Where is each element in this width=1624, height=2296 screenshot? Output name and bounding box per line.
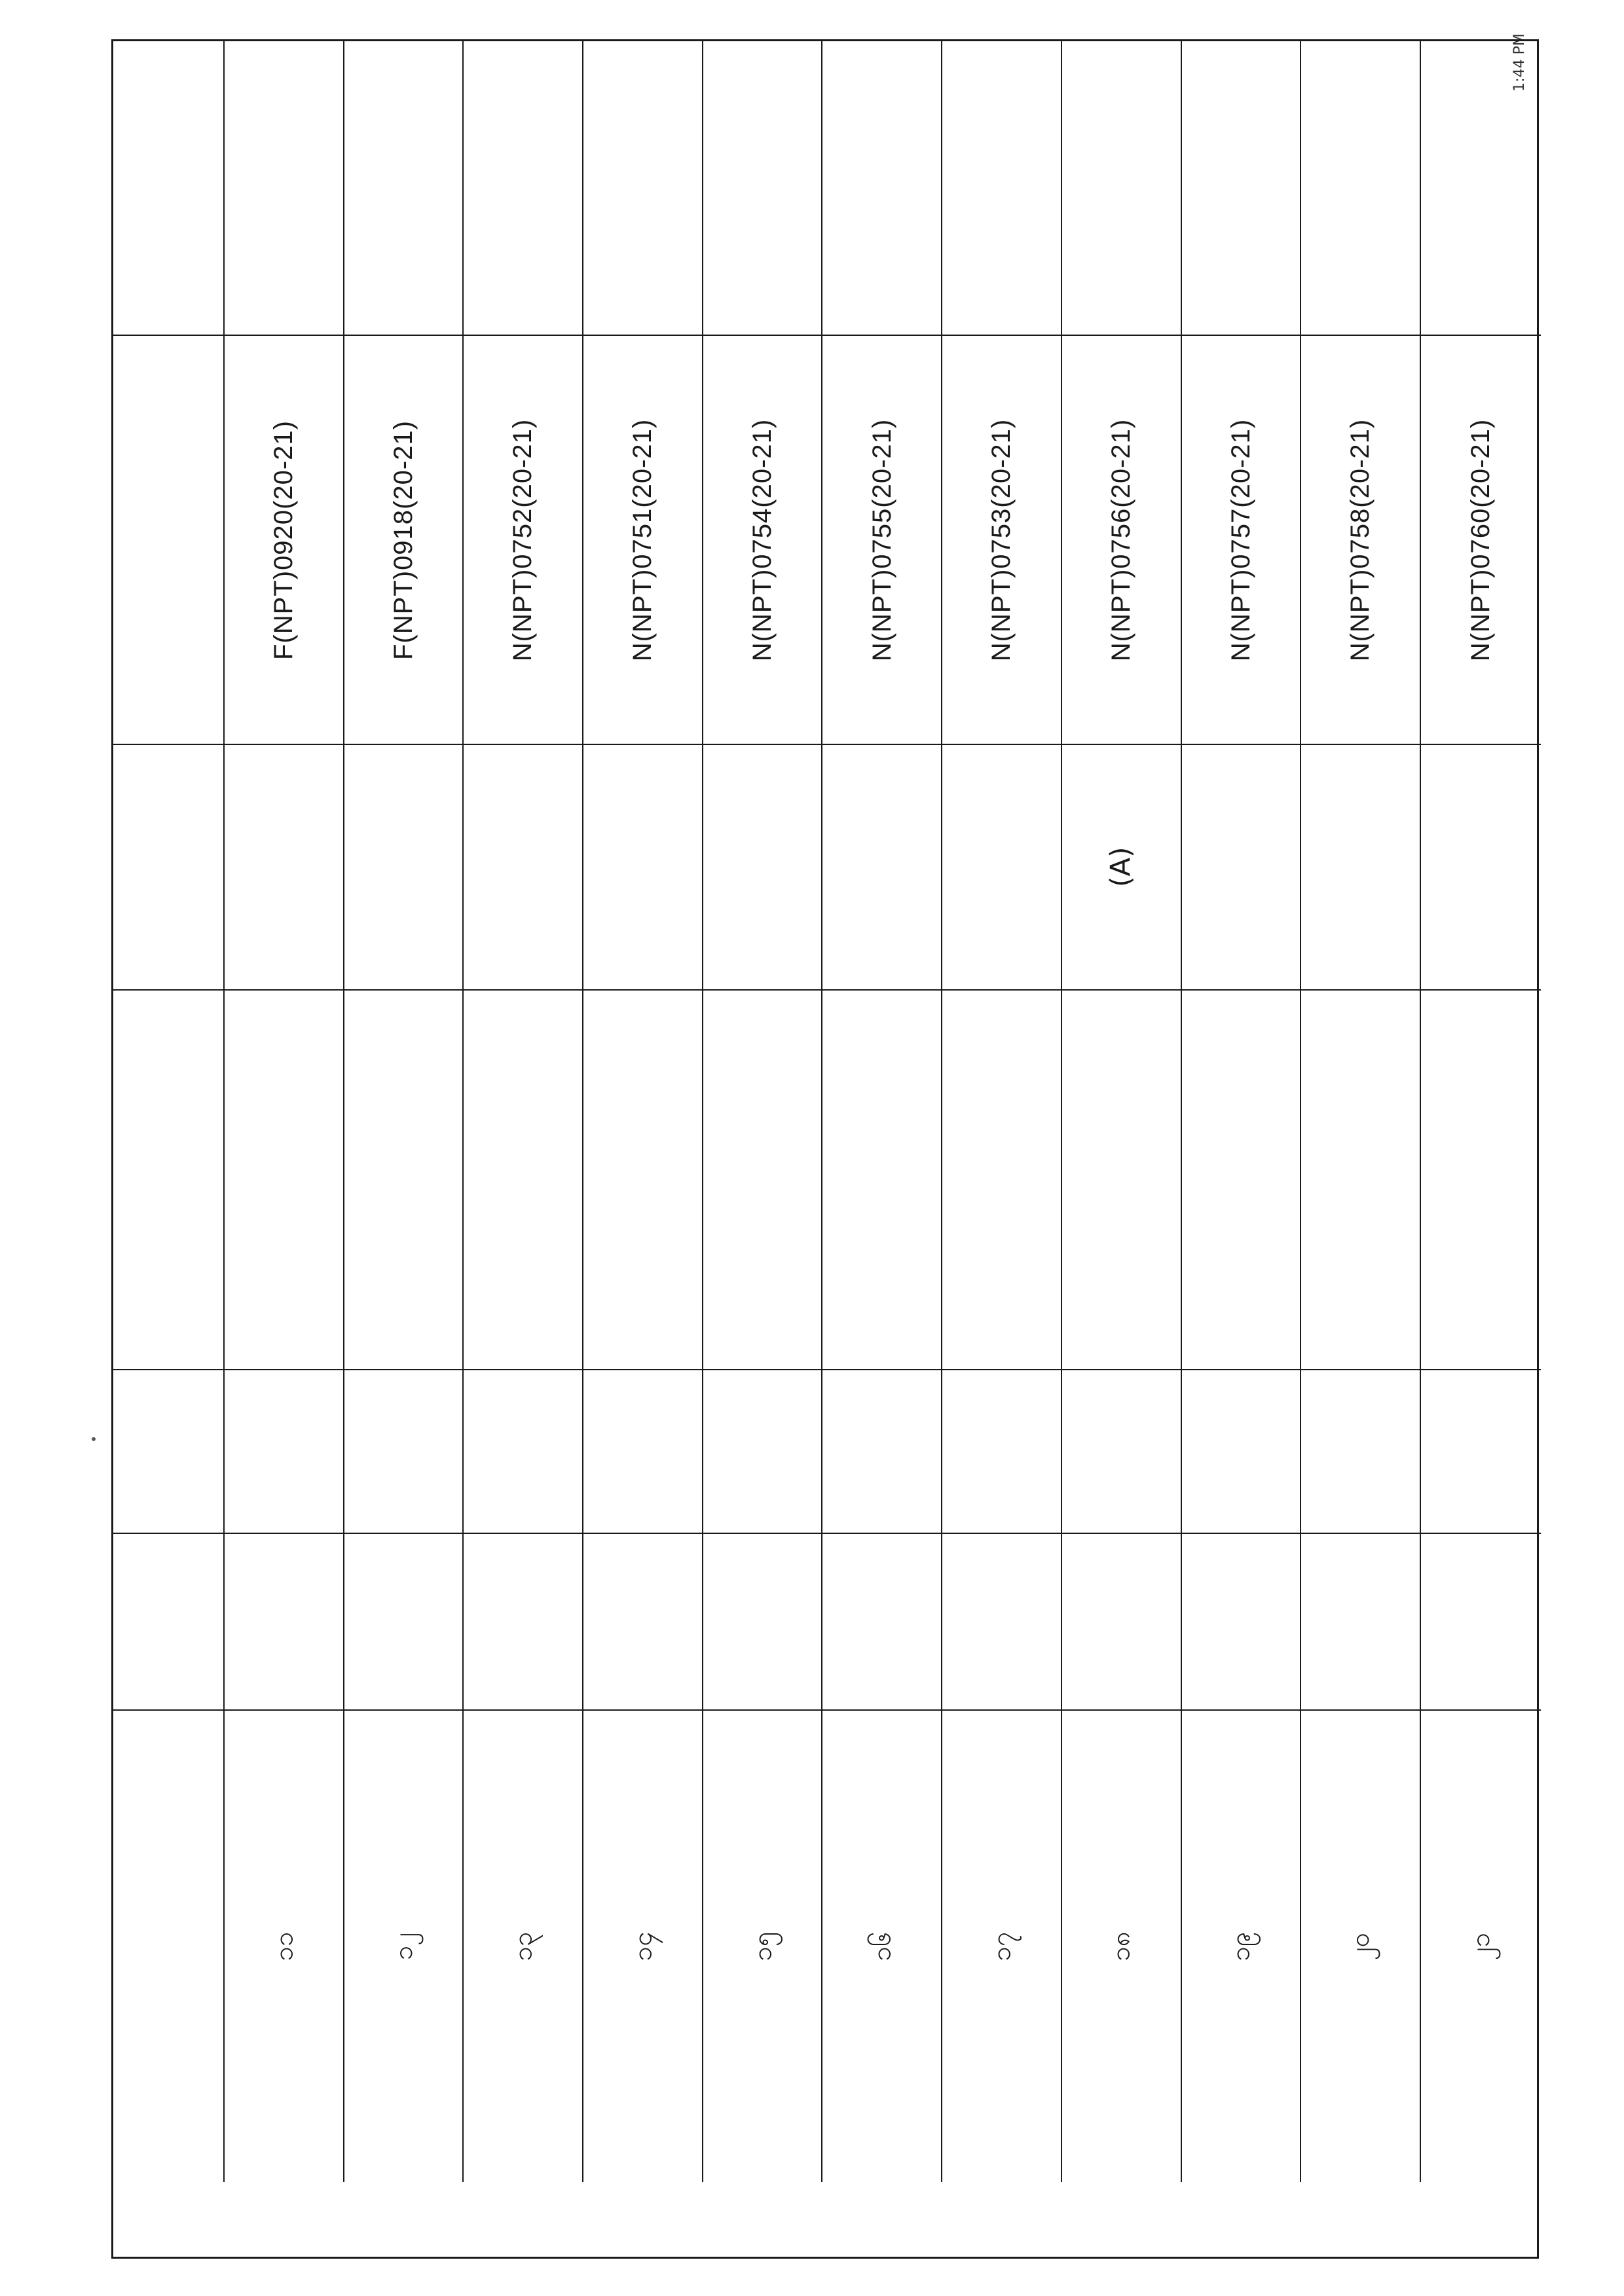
scan-timestamp-text: 1:44 PM xyxy=(1511,33,1528,92)
header-name xyxy=(113,1534,225,1711)
cell-text: N(NPT)0757(20-21) xyxy=(1226,418,1255,661)
cell-text: ၁၈ xyxy=(1106,1931,1137,1961)
cell-text: N(NPT)0751(20-21) xyxy=(628,418,657,661)
cell-license-type xyxy=(464,745,583,991)
cell-license-no xyxy=(703,336,823,745)
cell-name xyxy=(822,1534,942,1711)
cell-license-type xyxy=(583,745,703,991)
cell-remarks xyxy=(583,41,703,336)
header-remarks xyxy=(113,41,225,336)
cell-text: N(NPT)0755(20-21) xyxy=(867,418,896,661)
cell-license-no xyxy=(344,336,464,745)
cell-location xyxy=(822,991,942,1370)
cell-text: (A) xyxy=(1104,847,1137,888)
cell-name xyxy=(583,1534,703,1711)
cell-ward xyxy=(703,1370,823,1534)
cell-remarks xyxy=(1182,41,1302,336)
cell-text: ၂၀ xyxy=(1345,1932,1376,1961)
cell-license-type xyxy=(1301,745,1421,991)
cell-text: ၁၉ xyxy=(1225,1931,1256,1961)
cell-text: N(NPT)0756(20-21) xyxy=(1107,418,1136,661)
cell-name xyxy=(942,1534,1062,1711)
cell-text: ၁၂ xyxy=(388,1932,419,1961)
cell-number xyxy=(1062,1711,1182,2182)
cell-name xyxy=(344,1534,464,1711)
cell-number xyxy=(344,1711,464,2182)
cell-license-type xyxy=(822,745,942,991)
cell-name xyxy=(1421,1534,1541,1711)
cell-number xyxy=(583,1711,703,2182)
cell-ward xyxy=(1301,1370,1421,1534)
cell-remarks xyxy=(1301,41,1421,336)
cell-text: ၁၁ xyxy=(268,1931,299,1961)
cell-license-no xyxy=(583,336,703,745)
header-number xyxy=(113,1711,225,2182)
cell-remarks xyxy=(1421,41,1541,336)
cell-text: N(NPT)0758(20-21) xyxy=(1346,418,1375,661)
cell-number xyxy=(225,1711,344,2182)
cell-text: ၁၅ xyxy=(747,1931,778,1961)
cell-text: F(NPT)0918(20-21) xyxy=(389,420,418,660)
cell-license-type xyxy=(1421,745,1541,991)
cell-number xyxy=(703,1711,823,2182)
cell-license-no xyxy=(1182,336,1302,745)
cell-location xyxy=(1301,991,1421,1370)
cell-license-no xyxy=(225,336,344,745)
cell-license-type xyxy=(225,745,344,991)
cell-remarks xyxy=(1062,41,1182,336)
cell-ward xyxy=(464,1370,583,1534)
cell-number xyxy=(1301,1711,1421,2182)
cell-license-type xyxy=(1062,745,1182,991)
cell-number xyxy=(822,1711,942,2182)
cell-text: N(NPT)0752(20-21) xyxy=(508,418,538,661)
cell-ward xyxy=(822,1370,942,1534)
cell-remarks xyxy=(225,41,344,336)
cell-ward xyxy=(1182,1370,1302,1534)
cell-name xyxy=(464,1534,583,1711)
cell-location xyxy=(1062,991,1182,1370)
cell-license-type xyxy=(1182,745,1302,991)
cell-text: F(NPT)0920(20-21) xyxy=(269,420,299,660)
cell-ward xyxy=(1421,1370,1541,1534)
cell-text: ၁၆ xyxy=(866,1931,897,1961)
document-title xyxy=(31,118,103,2213)
cell-name xyxy=(1182,1534,1302,1711)
cell-location xyxy=(703,991,823,1370)
scan-mark xyxy=(92,1437,96,1441)
cell-text: ၂၁ xyxy=(1466,1932,1496,1961)
cell-license-no xyxy=(464,336,583,745)
license-table xyxy=(111,39,1539,2259)
cell-location xyxy=(942,991,1062,1370)
cell-text: N(NPT)0753(20-21) xyxy=(987,418,1016,661)
cell-text: N(NPT)0760(20-21) xyxy=(1466,418,1496,661)
cell-text: N(NPT)0754(20-21) xyxy=(748,418,777,661)
cell-location xyxy=(1182,991,1302,1370)
cell-remarks xyxy=(464,41,583,336)
cell-number xyxy=(464,1711,583,2182)
cell-ward xyxy=(942,1370,1062,1534)
cell-remarks xyxy=(703,41,823,336)
cell-number xyxy=(1421,1711,1541,2182)
cell-license-no xyxy=(822,336,942,745)
cell-location xyxy=(344,991,464,1370)
cell-ward xyxy=(583,1370,703,1534)
cell-remarks xyxy=(344,41,464,336)
header-location xyxy=(113,991,225,1370)
cell-license-type xyxy=(703,745,823,991)
cell-location xyxy=(1421,991,1541,1370)
cell-ward xyxy=(1062,1370,1182,1534)
cell-name xyxy=(703,1534,823,1711)
cell-text: ၁၇ xyxy=(986,1931,1017,1961)
cell-license-no xyxy=(942,336,1062,745)
cell-remarks xyxy=(822,41,942,336)
cell-name xyxy=(1301,1534,1421,1711)
cell-number xyxy=(942,1711,1062,2182)
cell-location xyxy=(464,991,583,1370)
header-ward xyxy=(113,1370,225,1534)
cell-location xyxy=(583,991,703,1370)
cell-ward xyxy=(225,1370,344,1534)
header-license-type xyxy=(113,745,225,991)
cell-license-no xyxy=(1421,336,1541,745)
cell-license-no xyxy=(1062,336,1182,745)
cell-ward xyxy=(344,1370,464,1534)
cell-name xyxy=(1062,1534,1182,1711)
cell-number xyxy=(1182,1711,1302,2182)
cell-location xyxy=(225,991,344,1370)
cell-text: ၁၄ xyxy=(627,1931,658,1961)
cell-name xyxy=(225,1534,344,1711)
cell-license-no xyxy=(1301,336,1421,745)
cell-license-type xyxy=(344,745,464,991)
cell-license-type xyxy=(942,745,1062,991)
cell-text: ၁၃ xyxy=(507,1931,538,1961)
cell-remarks xyxy=(942,41,1062,336)
header-license-no xyxy=(113,336,225,745)
